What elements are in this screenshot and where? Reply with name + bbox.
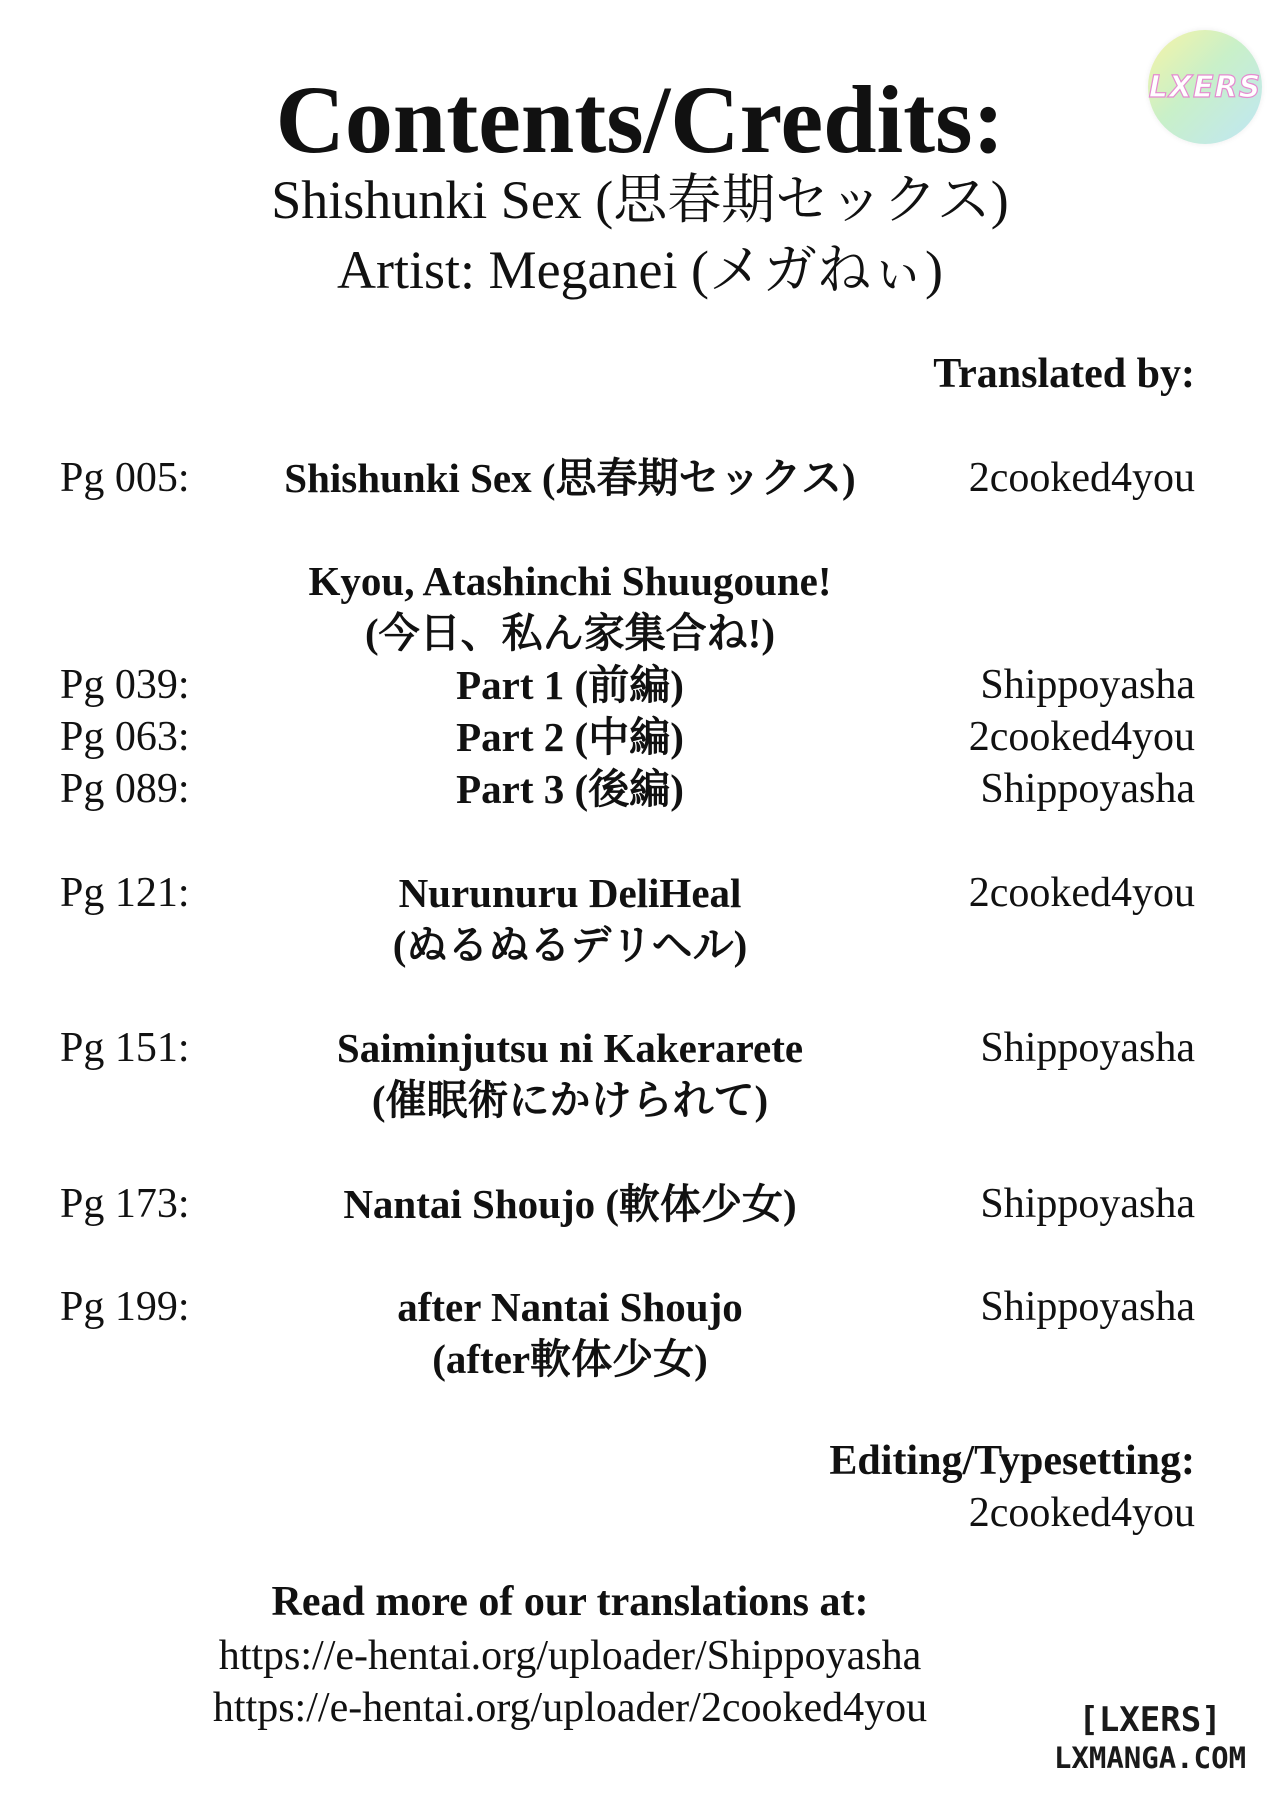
editing-header: Editing/Typesetting:	[829, 1438, 1195, 1484]
page-title: Contents/Credits:	[275, 66, 1005, 173]
chapter-title: Saiminjutsu ni Kakerarete	[336, 1025, 804, 1071]
translator-name: 2cooked4you	[968, 455, 1195, 501]
page-number: Pg 121:	[60, 870, 190, 916]
chapter-title: after Nantai Shoujo	[397, 1284, 743, 1330]
translator-name: 2cooked4you	[968, 714, 1195, 760]
uploader-link-2cooked4you[interactable]: https://e-hentai.org/uploader/2cooked4you	[212, 1685, 928, 1731]
artist-line: Artist: Meganei (メガねぃ)	[337, 240, 943, 300]
uploader-link-shippoyasha[interactable]: https://e-hentai.org/uploader/Shippoyasha	[218, 1633, 922, 1679]
translator-name: Shippoyasha	[980, 662, 1195, 708]
translated-by-header: Translated by:	[933, 351, 1195, 397]
translator-name: Shippoyasha	[980, 766, 1195, 812]
translator-name: 2cooked4you	[968, 870, 1195, 916]
translator-name: Shippoyasha	[980, 1284, 1195, 1330]
page-number: Pg 173:	[60, 1181, 190, 1227]
page-number: Pg 151:	[60, 1025, 190, 1071]
lxmanga-watermark	[1040, 1700, 1260, 1776]
watermark-line2: LXMANGA.COM	[1053, 1741, 1247, 1775]
chapter-title-jp: (催眠術にかけられて)	[371, 1077, 769, 1123]
badge-text: LXERS	[1148, 69, 1262, 105]
chapter-title: Part 3 (後編)	[456, 766, 684, 812]
chapter-title: Nurunuru DeliHeal	[398, 870, 742, 916]
page-number: Pg 199:	[60, 1284, 190, 1330]
group-title: Kyou, Atashinchi Shuugoune!	[308, 558, 832, 604]
chapter-title: Part 1 (前編)	[456, 662, 684, 708]
translator-name: Shippoyasha	[980, 1181, 1195, 1227]
chapter-title: Nantai Shoujo (軟体少女)	[343, 1181, 797, 1227]
chapter-title-jp: (after軟体少女)	[432, 1336, 708, 1382]
page-number: Pg 005:	[60, 455, 190, 501]
page-number: Pg 063:	[60, 714, 190, 760]
chapter-title-jp: (ぬるぬるデリヘル)	[392, 922, 748, 968]
book-title: Shishunki Sex (思春期セックス)	[271, 170, 1009, 230]
page-number: Pg 039:	[60, 662, 190, 708]
editor-name: 2cooked4you	[968, 1490, 1195, 1536]
watermark-line1: [LXERS]	[1078, 1700, 1222, 1740]
page-number: Pg 089:	[60, 766, 190, 812]
chapter-title: Part 2 (中編)	[456, 714, 684, 760]
read-more-heading: Read more of our translations at:	[271, 1579, 869, 1625]
group-title-jp: (今日、私ん家集合ね!)	[365, 610, 775, 656]
chapter-title: Shishunki Sex (思春期セックス)	[284, 455, 856, 501]
translator-name: Shippoyasha	[980, 1025, 1195, 1071]
